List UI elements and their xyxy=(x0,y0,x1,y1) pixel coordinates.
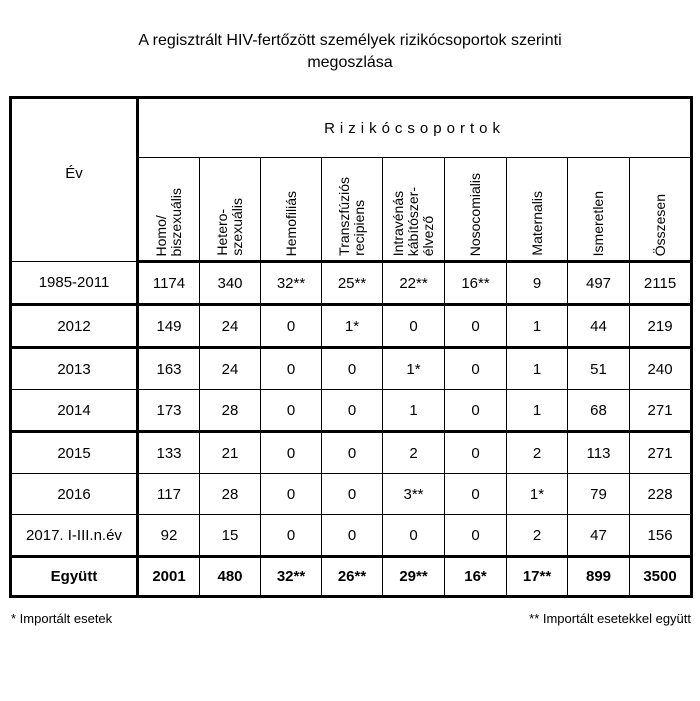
footnote-imported: * Importált esetek xyxy=(11,611,113,626)
table-cell: 0 xyxy=(261,348,322,390)
table-cell: 21 xyxy=(200,432,261,474)
table-cell: 173 xyxy=(138,390,200,432)
total-cell: 899 xyxy=(568,557,630,597)
table-cell: 0 xyxy=(261,305,322,348)
table-row xyxy=(11,432,692,474)
column-header xyxy=(261,158,322,262)
table-row xyxy=(11,305,692,348)
table-cell: 0 xyxy=(445,474,507,515)
table-cell: 117 xyxy=(138,474,200,515)
table-cell: 1* xyxy=(507,474,568,515)
column-header xyxy=(200,158,261,262)
table-cell: 1174 xyxy=(138,262,200,305)
column-header-label: Hetero- szexuális xyxy=(214,198,245,256)
table-cell: 271 xyxy=(630,432,692,474)
column-header xyxy=(383,158,445,262)
table-cell: 228 xyxy=(630,474,692,515)
column-header xyxy=(445,158,507,262)
table-cell: 0 xyxy=(322,348,383,390)
table-cell: 2 xyxy=(507,515,568,557)
table-cell: 0 xyxy=(322,432,383,474)
table-row xyxy=(11,390,692,432)
table-cell: 0 xyxy=(445,348,507,390)
table-cell: 1* xyxy=(383,348,445,390)
table-cell: 271 xyxy=(630,390,692,432)
total-cell: 16* xyxy=(445,557,507,597)
table-cell: 340 xyxy=(200,262,261,305)
column-header-label: Maternalis xyxy=(528,191,545,256)
table-cell: 240 xyxy=(630,348,692,390)
table-cell: 219 xyxy=(630,305,692,348)
table-cell: 113 xyxy=(568,432,630,474)
table-cell: 92 xyxy=(138,515,200,557)
column-header xyxy=(138,158,200,262)
table-cell: 0 xyxy=(322,474,383,515)
table-cell: 0 xyxy=(261,390,322,432)
risk-groups-header: Rizikócsoportok xyxy=(138,98,692,158)
table-row xyxy=(11,474,692,515)
table-cell: 2 xyxy=(383,432,445,474)
table-cell: 3** xyxy=(383,474,445,515)
table-cell: 24 xyxy=(200,305,261,348)
total-cell: 480 xyxy=(200,557,261,597)
total-cell: 17** xyxy=(507,557,568,597)
table-cell: 16** xyxy=(445,262,507,305)
total-cell: 32** xyxy=(261,557,322,597)
table-cell: 51 xyxy=(568,348,630,390)
table-cell: 497 xyxy=(568,262,630,305)
table-cell: 1 xyxy=(507,390,568,432)
table-cell: 0 xyxy=(322,390,383,432)
table-cell: 15 xyxy=(200,515,261,557)
row-year: 2014 xyxy=(11,390,138,432)
total-label: Együtt xyxy=(11,557,138,597)
column-header xyxy=(630,158,692,262)
table-cell: 0 xyxy=(445,390,507,432)
table-cell: 68 xyxy=(568,390,630,432)
hiv-risk-group-table xyxy=(9,96,693,598)
table-cell: 2115 xyxy=(630,262,692,305)
table-cell: 0 xyxy=(383,515,445,557)
table-row xyxy=(11,262,692,305)
column-header-label: Homo/ biszexuális xyxy=(153,187,184,256)
row-year: 1985-2011 xyxy=(11,262,138,305)
table-cell: 0 xyxy=(261,474,322,515)
table-cell: 0 xyxy=(383,305,445,348)
table-cell: 1* xyxy=(322,305,383,348)
table-cell: 0 xyxy=(445,305,507,348)
column-header xyxy=(507,158,568,262)
table-cell: 163 xyxy=(138,348,200,390)
row-year: 2016 xyxy=(11,474,138,515)
table-cell: 0 xyxy=(261,432,322,474)
table-cell: 28 xyxy=(200,474,261,515)
table-cell: 0 xyxy=(322,515,383,557)
table-cell: 0 xyxy=(445,515,507,557)
table-cell: 32** xyxy=(261,262,322,305)
table-cell: 0 xyxy=(445,432,507,474)
table-cell: 0 xyxy=(261,515,322,557)
row-year: 2012 xyxy=(11,305,138,348)
table-cell: 9 xyxy=(507,262,568,305)
table-cell: 24 xyxy=(200,348,261,390)
total-cell: 3500 xyxy=(630,557,692,597)
table-row xyxy=(11,515,692,557)
table-cell: 28 xyxy=(200,390,261,432)
total-cell: 2001 xyxy=(138,557,200,597)
table-cell: 133 xyxy=(138,432,200,474)
year-column-header: Év xyxy=(11,98,138,262)
table-cell: 44 xyxy=(568,305,630,348)
total-cell: 29** xyxy=(383,557,445,597)
column-header-label: Összesen xyxy=(651,193,668,256)
table-cell: 25** xyxy=(322,262,383,305)
row-year: 2015 xyxy=(11,432,138,474)
table-cell: 47 xyxy=(568,515,630,557)
table-row xyxy=(11,348,692,390)
table-cell: 156 xyxy=(630,515,692,557)
column-header xyxy=(322,158,383,262)
total-cell: 26** xyxy=(322,557,383,597)
table-cell: 79 xyxy=(568,474,630,515)
table-cell: 149 xyxy=(138,305,200,348)
total-row xyxy=(11,557,692,597)
table-cell: 1 xyxy=(507,305,568,348)
row-year: 2017. I-III.n.év xyxy=(11,515,138,557)
title-line-2: megoszlása xyxy=(307,54,393,71)
table-cell: 2 xyxy=(507,432,568,474)
title-line-1: A regisztrált HIV-fertőzött személyek rizikócsoportok szerinti xyxy=(138,32,562,49)
table-cell: 1 xyxy=(383,390,445,432)
column-header-label: Intravénás kábítószer- élvező xyxy=(390,186,436,256)
table-title xyxy=(0,30,700,74)
column-header-label: Hemofiliás xyxy=(282,190,299,256)
column-header-label: Ismeretlen xyxy=(590,190,606,256)
column-header xyxy=(568,158,630,262)
row-year: 2013 xyxy=(11,348,138,390)
table-cell: 22** xyxy=(383,262,445,305)
column-header-label: Transzfúziós recipiens xyxy=(336,177,367,256)
column-header-label: Nosocomialis xyxy=(467,172,483,256)
table-cell: 1 xyxy=(507,348,568,390)
footnote-with-imported: ** Importált esetekkel együtt xyxy=(529,611,691,626)
